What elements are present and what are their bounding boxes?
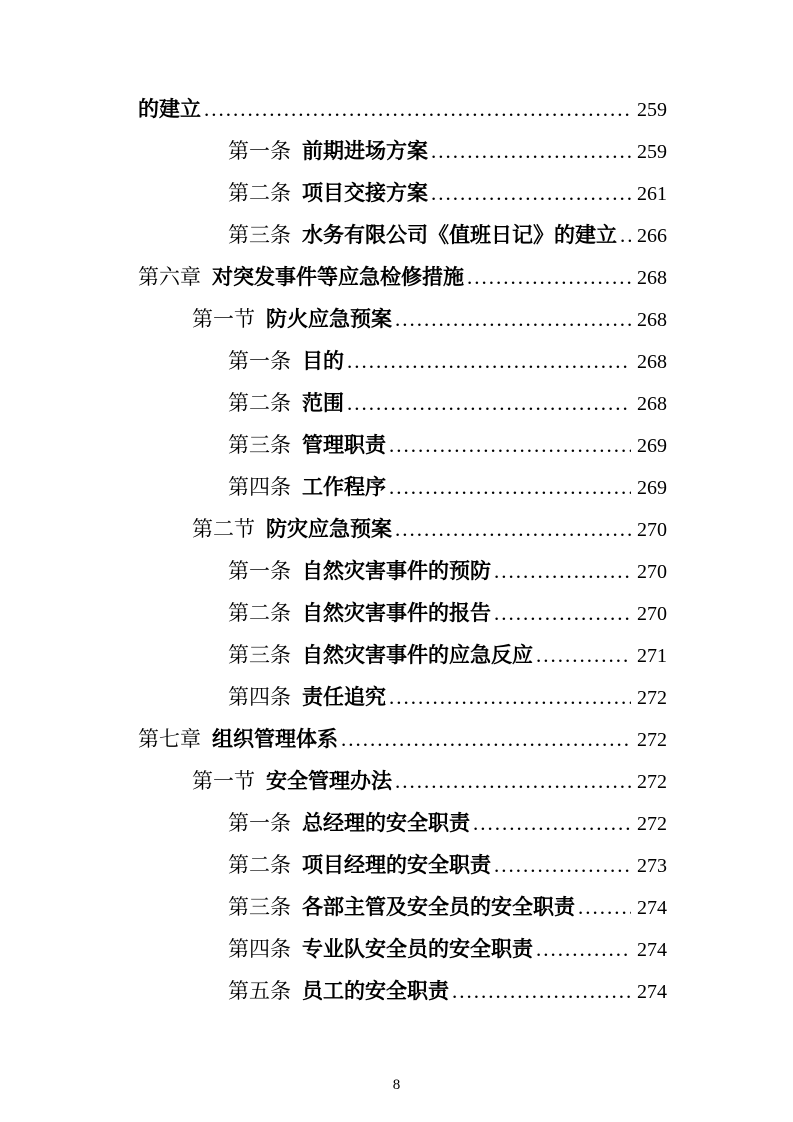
toc-entry-title: 的建立 <box>138 98 201 121</box>
toc-entry-prefix: 第一节 <box>192 307 255 331</box>
toc-entry-title: 自然灾害事件的应急反应 <box>302 644 533 667</box>
toc-leader-dots <box>389 676 631 718</box>
toc-leader-dots <box>536 634 631 676</box>
toc-entry-title: 责任追究 <box>302 686 386 709</box>
toc-entry-title: 项目经理的安全职责 <box>302 854 491 877</box>
toc-entry-page: 261 <box>637 183 667 205</box>
toc-leader-dots <box>395 508 631 550</box>
toc-entry-title: 防火应急预案 <box>266 308 392 331</box>
toc-entry-page: 268 <box>637 351 667 373</box>
toc-entry-page: 272 <box>637 729 667 751</box>
toc-entry-page: 274 <box>637 939 667 961</box>
toc-entry-prefix: 第一节 <box>192 769 255 793</box>
toc-entry-title: 范围 <box>302 392 344 415</box>
toc-entry-4[interactable] <box>0 256 793 298</box>
toc-entry-page: 274 <box>637 897 667 919</box>
toc-entry-title: 员工的安全职责 <box>302 980 449 1003</box>
toc-entry-prefix: 第七章 <box>138 727 201 751</box>
toc-entry-page: 270 <box>637 603 667 625</box>
toc-leader-dots <box>494 844 631 886</box>
toc-entry-page: 274 <box>637 981 667 1003</box>
toc-entry-page: 271 <box>637 645 667 667</box>
toc-entry-page: 269 <box>637 435 667 457</box>
toc-entry-title: 安全管理办法 <box>266 770 392 793</box>
toc-entry-page: 273 <box>637 855 667 877</box>
table-of-contents <box>0 88 793 1012</box>
toc-entry-prefix: 第三条 <box>228 643 291 667</box>
toc-entry-1[interactable] <box>0 130 793 172</box>
toc-entry-prefix: 第五条 <box>228 979 291 1003</box>
toc-leader-dots <box>467 256 631 298</box>
toc-entry-prefix: 第二条 <box>228 181 291 205</box>
toc-entry-title: 项目交接方案 <box>302 182 428 205</box>
toc-entry-title: 组织管理体系 <box>212 728 338 751</box>
toc-entry-17[interactable] <box>0 802 793 844</box>
toc-leader-dots <box>494 592 631 634</box>
page-number: 8 <box>392 1077 401 1093</box>
toc-entry-prefix: 第二条 <box>228 391 291 415</box>
toc-entry-0[interactable] <box>0 88 793 130</box>
toc-leader-dots <box>431 130 631 172</box>
toc-entry-title: 工作程序 <box>302 476 386 499</box>
toc-entry-title: 管理职责 <box>302 434 386 457</box>
toc-entry-title: 各部主管及安全员的安全职责 <box>302 896 575 919</box>
toc-entry-title: 目的 <box>302 350 344 373</box>
toc-leader-dots <box>341 718 631 760</box>
toc-leader-dots <box>389 424 631 466</box>
toc-entry-page: 272 <box>637 813 667 835</box>
toc-entry-page: 272 <box>637 771 667 793</box>
toc-entry-title: 防灾应急预案 <box>266 518 392 541</box>
toc-entry-9[interactable] <box>0 466 793 508</box>
toc-entry-title: 总经理的安全职责 <box>302 812 470 835</box>
toc-entry-prefix: 第二条 <box>228 853 291 877</box>
toc-entry-10[interactable] <box>0 508 793 550</box>
toc-entry-title: 专业队安全员的安全职责 <box>302 938 533 961</box>
toc-entry-18[interactable] <box>0 844 793 886</box>
toc-entry-prefix: 第一条 <box>228 139 291 163</box>
toc-entry-5[interactable] <box>0 298 793 340</box>
toc-entry-7[interactable] <box>0 382 793 424</box>
toc-leader-dots <box>494 550 631 592</box>
toc-entry-2[interactable] <box>0 172 793 214</box>
toc-entry-6[interactable] <box>0 340 793 382</box>
toc-leader-dots <box>431 172 631 214</box>
toc-entry-19[interactable] <box>0 886 793 928</box>
toc-entry-prefix: 第二节 <box>192 517 255 541</box>
toc-entry-21[interactable] <box>0 970 793 1012</box>
toc-entry-prefix: 第四条 <box>228 937 291 961</box>
toc-entry-page: 270 <box>637 561 667 583</box>
toc-leader-dots <box>347 382 631 424</box>
toc-entry-8[interactable] <box>0 424 793 466</box>
toc-entry-title: 水务有限公司《值班日记》的建立 <box>302 224 617 247</box>
toc-entry-page: 268 <box>637 393 667 415</box>
toc-entry-page: 268 <box>637 309 667 331</box>
toc-entry-title: 前期进场方案 <box>302 140 428 163</box>
toc-entry-prefix: 第一条 <box>228 349 291 373</box>
toc-leader-dots <box>395 298 631 340</box>
toc-entry-prefix: 第四条 <box>228 685 291 709</box>
toc-leader-dots <box>536 928 631 970</box>
toc-entry-prefix: 第六章 <box>138 265 201 289</box>
toc-leader-dots <box>204 88 631 130</box>
toc-leader-dots <box>452 970 631 1012</box>
toc-entry-page: 269 <box>637 477 667 499</box>
toc-entry-14[interactable] <box>0 676 793 718</box>
toc-entry-page: 272 <box>637 687 667 709</box>
toc-entry-12[interactable] <box>0 592 793 634</box>
toc-entry-prefix: 第四条 <box>228 475 291 499</box>
toc-leader-dots <box>473 802 631 844</box>
toc-entry-page: 270 <box>637 519 667 541</box>
toc-entry-title: 自然灾害事件的报告 <box>302 602 491 625</box>
toc-leader-dots <box>395 760 631 802</box>
toc-entry-3[interactable] <box>0 214 793 256</box>
toc-leader-dots <box>620 214 631 256</box>
toc-entry-prefix: 第一条 <box>228 559 291 583</box>
toc-entry-page: 266 <box>637 225 667 247</box>
page-footer <box>0 1076 793 1094</box>
toc-entry-15[interactable] <box>0 718 793 760</box>
toc-entry-11[interactable] <box>0 550 793 592</box>
toc-entry-16[interactable] <box>0 760 793 802</box>
toc-leader-dots <box>347 340 631 382</box>
toc-entry-page: 268 <box>637 267 667 289</box>
toc-entry-page: 259 <box>637 141 667 163</box>
toc-entry-page: 259 <box>637 99 667 121</box>
toc-entry-prefix: 第一条 <box>228 811 291 835</box>
toc-leader-dots <box>578 886 631 928</box>
toc-entry-prefix: 第三条 <box>228 433 291 457</box>
toc-entry-prefix: 第三条 <box>228 895 291 919</box>
toc-entry-13[interactable] <box>0 634 793 676</box>
toc-entry-title: 自然灾害事件的预防 <box>302 560 491 583</box>
toc-entry-title: 对突发事件等应急检修措施 <box>212 266 464 289</box>
toc-entry-prefix: 第三条 <box>228 223 291 247</box>
toc-entry-20[interactable] <box>0 928 793 970</box>
toc-entry-prefix: 第二条 <box>228 601 291 625</box>
toc-leader-dots <box>389 466 631 508</box>
